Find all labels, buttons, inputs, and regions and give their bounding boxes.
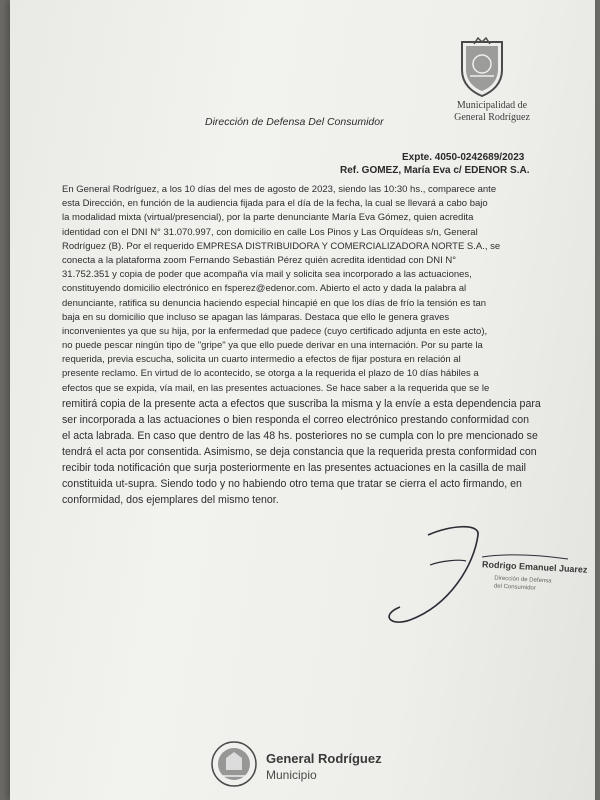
body-line: ser incorporada a las actuaciones o bien responda el correo electrónico prestando conformidad con	[62, 413, 529, 426]
body-line: 31.752.351 y copia de poder que acompaña vía mail y solicita sea incorporado a las actuaciones,	[62, 269, 472, 281]
document-page	[10, 0, 595, 800]
body-line: la modalidad mixta (virtual/presencial), por la parte denunciante María Eva Gómez, quien acredita	[62, 212, 474, 224]
body-line: el acta labrada. En caso que dentro de las 48 hs. posteriores no se cumpla con lo pre mencionado se	[62, 429, 538, 442]
signer-role-line1: Dirección de Defensa	[494, 575, 552, 585]
municipality-line2: General Rodríguez	[454, 112, 530, 123]
document-body	[62, 183, 541, 508]
body-line: no puede pescar ningún tipo de "gripe" ya que ello puede derivar en una internación. Por su parte la	[62, 340, 483, 352]
case-number: Expte. 4050-0242689/2023	[402, 152, 525, 163]
body-line: efectos que se expida, vía mail, en las presentes actuaciones. Se hace saber a la requerida que se le	[62, 382, 490, 394]
municipal-emblem-icon	[210, 740, 258, 788]
body-line: inconvenientes ya que su hija, por la enfermedad que padece (cuyo certificado adjunta en este acto),	[62, 325, 488, 337]
footer-subtitle: Municipio	[266, 768, 317, 782]
body-line: remitirá copia de la presente acta a efectos que suscriba la misma y la envíe a esta dependencia para	[62, 397, 541, 410]
municipality-line1: Municipalidad de	[456, 100, 528, 111]
body-line: presente reclamo. En virtud de lo acontecido, se otorga a la requerida el plazo de 10 días hábiles a	[62, 368, 479, 380]
body-line: esta Dirección, en función de la audiencia fijada para el día de la fecha, la cual se llevará a cabo bajo	[62, 198, 488, 210]
department-heading: Dirección de Defensa Del Consumidor	[205, 116, 384, 128]
body-line: identidad con el DNI N° 31.070.997, con domicilio en calle Los Pinos y Las Orquídeas s/n, General	[62, 226, 478, 238]
body-line: denunciante, ratifica su denuncia haciendo especial hincapié en que los días de frío la tensión es tan	[62, 297, 487, 309]
signer-name: Rodrigo Emanuel Juarez	[481, 559, 588, 575]
signer-role-line2: del Consumidor	[493, 583, 536, 592]
body-line: conecta a la plataforma zoom Fernando Sebastián Pérez quién acredita identidad con DNI N°	[62, 254, 457, 266]
body-line: constituida ut-supra. Siendo todo y no habiendo otro tema que tratar se cierra el acto firmando, en	[62, 477, 522, 490]
body-line: En General Rodríguez, a los 10 días del mes de agosto de 2023, siendo las 10:30 hs., comparece ante	[62, 184, 497, 195]
body-line: recibir toda notificación que surja posteriormente en las presentes actuaciones en la casilla de mail	[62, 461, 527, 474]
body-line: tendrá el acta por consentida. Asimismo, se deja constancia que la requerida presta conformidad con	[62, 445, 537, 458]
signer-role	[494, 575, 552, 594]
handwritten-signature	[370, 515, 570, 635]
municipality-name	[442, 100, 542, 124]
municipal-seal-icon	[456, 36, 508, 98]
body-line: Rodríguez (B). Por el requerido EMPRESA DISTRIBUIDORA Y COMERCIALIZADORA NORTE S.A., se	[62, 240, 501, 252]
body-line: conformidad, dos ejemplares del mismo tenor.	[62, 493, 279, 506]
body-line: constituyendo domicilio electrónico en fsperez@edenor.com. Abierto el acto y dada la palabra al	[62, 283, 467, 295]
body-line: requerida, previa escucha, solicita un cuarto intermedio a efectos de fijar postura en relación al	[62, 354, 461, 366]
body-line: baja en su domicilio que incluso se apagan las lámparas. Destaca que ello le genera graves	[62, 311, 450, 323]
case-reference: Ref. GOMEZ, María Eva c/ EDENOR S.A.	[340, 165, 530, 176]
footer-title: General Rodríguez	[266, 751, 382, 766]
